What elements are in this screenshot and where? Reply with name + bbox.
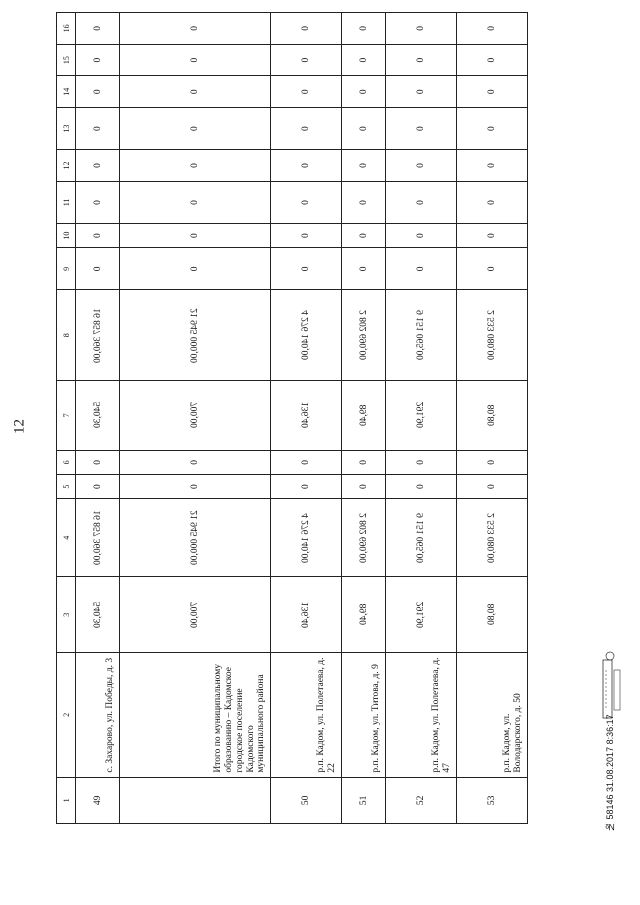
cell-col-7 (386, 381, 457, 451)
table-row (120, 13, 271, 824)
cell-col-16: 0 (386, 13, 457, 45)
cell-col-9: 0 (120, 248, 271, 290)
cell-col-11: 0 (342, 181, 386, 223)
cell-col-7 (271, 381, 342, 451)
cell-value: 89,40 (358, 604, 369, 626)
header-col-1: 1 (57, 777, 76, 823)
cell-col-3 (76, 577, 120, 653)
header-col-5: 5 (57, 474, 76, 498)
cell-col-9: 0 (271, 248, 342, 290)
cell-col-16: 0 (342, 13, 386, 45)
cell-value: 9 151 065,00 (416, 512, 427, 563)
cell-value: 136,40 (301, 601, 312, 628)
cell-value: 540,30 (92, 601, 103, 628)
cell-col-3 (342, 577, 386, 653)
cell-col-11: 0 (120, 181, 271, 223)
table-row (386, 13, 457, 824)
cell-value: 21 945 000,00 (190, 307, 201, 363)
cell-col-4 (457, 499, 528, 577)
cell-col-10: 0 (386, 224, 457, 248)
cell-col-12: 0 (76, 150, 120, 182)
cell-value: 4 276 140,00 (301, 310, 312, 361)
cell-value: 2 802 690,00 (358, 310, 369, 361)
cell-value: 540,30 (92, 402, 103, 429)
cell-value: 700,00 (190, 402, 201, 429)
cell-col-15: 0 (342, 44, 386, 76)
cell-col-3 (120, 577, 271, 653)
cell-col-14: 0 (120, 76, 271, 108)
cell-col-6: 0 (342, 450, 386, 474)
cell-col-13: 0 (76, 108, 120, 150)
rotated-table (56, 12, 528, 824)
cell-col-4 (76, 499, 120, 577)
cell-col-12: 0 (457, 150, 528, 182)
page-number: 12 (11, 419, 28, 434)
header-col-7: 7 (57, 381, 76, 451)
header-col-4: 4 (57, 499, 76, 577)
cell-col-4 (271, 499, 342, 577)
cell-col-2: р.п. Кадом, ул. Володарского, д. 50 (457, 653, 528, 777)
cell-col-7 (76, 381, 120, 451)
cell-col-7 (457, 381, 528, 451)
cell-col-9: 0 (457, 248, 528, 290)
cell-col-10: 0 (76, 224, 120, 248)
cell-col-13: 0 (342, 108, 386, 150)
cell-col-4 (386, 499, 457, 577)
header-col-3: 3 (57, 577, 76, 653)
cell-col-6: 0 (386, 450, 457, 474)
cell-col-2: р.п. Кадом, ул. Полетаева, д. 22 (271, 653, 342, 777)
cell-col-2: Итого по муниципальному образованию – Кадомское городское поселение Кадомского муниципального района (120, 653, 271, 777)
cell-col-13: 0 (386, 108, 457, 150)
cell-col-2: р.п. Кадом, ул. Титова, д. 9 (342, 653, 386, 777)
cell-col-11: 0 (457, 181, 528, 223)
cell-col-5: 0 (386, 474, 457, 498)
cell-value: 700,00 (190, 601, 201, 628)
data-table (56, 12, 528, 824)
cell-col-2: р.п. Кадом, ул. Полетаева, д. 47 (386, 653, 457, 777)
cell-value: 16 857 360,00 (92, 307, 103, 363)
cell-col-6: 0 (120, 450, 271, 474)
cell-col-6: 0 (457, 450, 528, 474)
table-row (342, 13, 386, 824)
header-col-11: 11 (57, 181, 76, 223)
cell-col-14: 0 (342, 76, 386, 108)
header-col-16: 16 (57, 13, 76, 45)
cell-col-5: 0 (76, 474, 120, 498)
cell-col-7 (120, 381, 271, 451)
cell-col-4 (120, 499, 271, 577)
cell-col-3 (457, 577, 528, 653)
cell-col-5: 0 (120, 474, 271, 498)
cell-value: 291,90 (416, 402, 427, 429)
cell-col-15: 0 (457, 44, 528, 76)
cell-col-12: 0 (386, 150, 457, 182)
cell-col-11: 0 (386, 181, 457, 223)
cell-value: 2 533 080,00 (487, 512, 498, 563)
cell-col-1: 51 (342, 777, 386, 823)
cell-col-4 (342, 499, 386, 577)
cell-col-16: 0 (457, 13, 528, 45)
cell-value: 80,80 (487, 604, 498, 626)
cell-col-6: 0 (76, 450, 120, 474)
header-col-12: 12 (57, 150, 76, 182)
cell-col-15: 0 (120, 44, 271, 76)
cell-col-14: 0 (457, 76, 528, 108)
header-col-8: 8 (57, 290, 76, 381)
cell-col-10: 0 (342, 224, 386, 248)
cell-col-5: 0 (457, 474, 528, 498)
cell-col-1 (120, 777, 271, 823)
cell-col-7 (342, 381, 386, 451)
cell-col-9: 0 (342, 248, 386, 290)
cell-col-6: 0 (271, 450, 342, 474)
cell-col-12: 0 (271, 150, 342, 182)
cell-col-9: 0 (76, 248, 120, 290)
cell-col-10: 0 (120, 224, 271, 248)
cell-col-13: 0 (120, 108, 271, 150)
cell-value: 16 857 360,00 (92, 510, 103, 566)
header-col-15: 15 (57, 44, 76, 76)
header-col-13: 13 (57, 108, 76, 150)
cell-col-9: 0 (386, 248, 457, 290)
header-col-10: 10 (57, 224, 76, 248)
cell-col-1: 49 (76, 777, 120, 823)
header-col-14: 14 (57, 76, 76, 108)
cell-col-8 (342, 290, 386, 381)
cell-value: 80,80 (487, 404, 498, 427)
cell-value: 2 533 080,00 (487, 310, 498, 361)
cell-col-14: 0 (386, 76, 457, 108)
header-col-2: 2 (57, 653, 76, 777)
cell-col-16: 0 (271, 13, 342, 45)
cell-col-11: 0 (271, 181, 342, 223)
cell-col-15: 0 (271, 44, 342, 76)
cell-col-14: 0 (76, 76, 120, 108)
cell-value: 2 802 690,00 (358, 512, 369, 563)
cell-col-1: 50 (271, 777, 342, 823)
table-row (76, 13, 120, 824)
cell-col-5: 0 (342, 474, 386, 498)
cell-col-8 (386, 290, 457, 381)
cell-col-15: 0 (386, 44, 457, 76)
table-row (457, 13, 528, 824)
cell-col-10: 0 (271, 224, 342, 248)
cell-value: 9 151 065,00 (416, 310, 427, 361)
cell-col-13: 0 (457, 108, 528, 150)
cell-col-3 (386, 577, 457, 653)
table-row (271, 13, 342, 824)
cell-value: 291,90 (416, 601, 427, 628)
header-row (57, 13, 76, 824)
cell-col-11: 0 (76, 181, 120, 223)
cell-col-15: 0 (76, 44, 120, 76)
cell-col-5: 0 (271, 474, 342, 498)
cell-col-10: 0 (457, 224, 528, 248)
cell-col-1: 52 (386, 777, 457, 823)
cell-col-8 (271, 290, 342, 381)
stamp-text: № 58146 31.08.2017 8:36:17 (605, 714, 615, 832)
cell-col-1: 53 (457, 777, 528, 823)
cell-col-8 (457, 290, 528, 381)
cell-col-14: 0 (271, 76, 342, 108)
cell-col-12: 0 (120, 150, 271, 182)
table-container (56, 12, 528, 824)
cell-col-16: 0 (120, 13, 271, 45)
header-col-9: 9 (57, 248, 76, 290)
cell-value: 89,40 (358, 404, 369, 427)
cell-value: 4 276 140,00 (301, 512, 312, 563)
cell-col-12: 0 (342, 150, 386, 182)
cell-col-13: 0 (271, 108, 342, 150)
cell-col-8 (76, 290, 120, 381)
cell-col-8 (120, 290, 271, 381)
cell-col-2: с. Захарово, ул. Победы, д. 3 (76, 653, 120, 777)
cell-value: 21 945 000,00 (190, 510, 201, 566)
cell-col-16: 0 (76, 13, 120, 45)
cell-value: 136,40 (301, 402, 312, 429)
header-col-6: 6 (57, 450, 76, 474)
cell-col-3 (271, 577, 342, 653)
table-body (57, 13, 528, 824)
